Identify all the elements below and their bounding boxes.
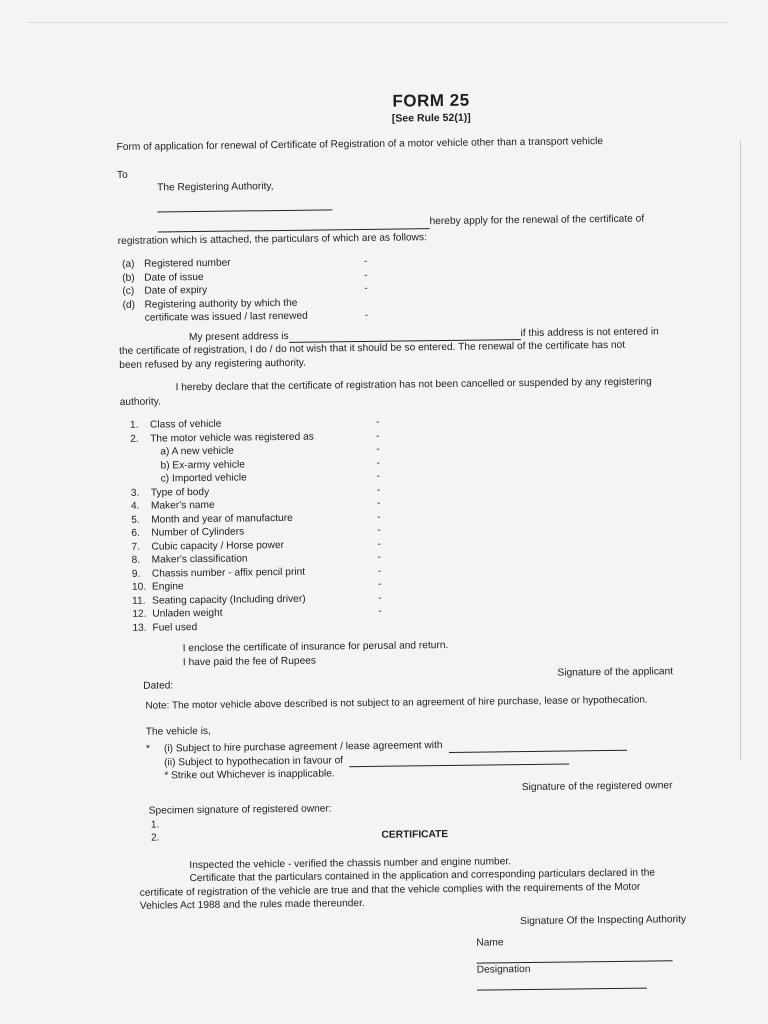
addressee-line: [157, 193, 687, 213]
name-line: [476, 949, 672, 963]
specimen-line-1: 1.: [150, 819, 160, 831]
vehicle-item-value: -: [377, 511, 381, 523]
vehicle-item-key: 8.: [131, 554, 141, 566]
particular-row-label: certificate was issued / last renewed: [144, 310, 308, 324]
form-heading: Form of application for renewal of Certificate of Registration of a motor vehicle other than a transport vehicle: [116, 136, 604, 153]
vehicle-item-label: Maker's name: [150, 499, 215, 512]
particular-row-value: -: [364, 309, 369, 321]
vehicle-item-value: -: [376, 497, 381, 509]
vehicle-item-label: Engine: [151, 581, 184, 593]
vehicle-item-label: Fuel used: [152, 621, 198, 634]
vehicle-item-key: 4.: [130, 500, 140, 512]
subject-item-key: *: [145, 743, 150, 755]
vehicle-item-key: 10.: [131, 581, 147, 593]
vehicle-item-value: -: [376, 457, 380, 469]
vehicle-item-label: Class of vehicle: [149, 418, 222, 431]
dated-label: Dated:: [143, 680, 174, 692]
particular-row-value: -: [364, 282, 368, 294]
enclosure-line-1: I enclose the certificate of insurance for perusal and return.: [182, 639, 449, 655]
vehicle-item-value: -: [378, 592, 382, 604]
designation-row: [477, 961, 697, 991]
particular-row-value: -: [364, 269, 368, 281]
vehicle-item-label: Type of body: [150, 486, 210, 499]
declaration-line-1: I hereby declare that the certificate of registration has not been cancelled or suspended by any registering: [175, 376, 652, 394]
certificate-line-4: Vehicles Act 1988 and the rules made thereunder.: [139, 898, 365, 912]
particular-row-key: (d): [122, 299, 136, 311]
applicant-name-line: [157, 217, 429, 232]
vehicle-item-key: 12.: [132, 608, 147, 620]
vehicle-is-label: The vehicle is,: [145, 725, 211, 738]
form-document: [116, 91, 697, 995]
specimen-label: Specimen signature of registered owner:: [148, 803, 332, 817]
particular-row-value: -: [363, 255, 368, 267]
subject-item-label: (ii) Subject to hypothecation in favour of: [164, 754, 344, 768]
vehicle-item-value: -: [377, 551, 382, 563]
particular-row-label: Date of expiry: [144, 284, 208, 297]
dated-row: [123, 665, 693, 692]
subject-item-label: * Strike out Whichever is inapplicable.: [164, 768, 335, 782]
hypothecation-note: Note: The motor vehicle above described is not subject to an agreement of hire purchase, lease or hypothecation.: [145, 694, 648, 712]
designation-label: Designation: [476, 964, 531, 976]
vehicle-item-label: Cubic capacity / Horse power: [151, 539, 285, 553]
vehicle-item-value: -: [377, 538, 381, 550]
particular-row-label: Registering authority by which the: [144, 297, 298, 311]
particular-row-key: (c): [122, 285, 135, 297]
particular-row-key: (b): [122, 272, 135, 284]
vehicle-item-label: Chassis number - affix pencil print: [151, 566, 306, 580]
vehicle-item-key: 3.: [130, 487, 140, 499]
applicant-signature: Signature of the applicant: [557, 666, 674, 679]
enclosure-line-2: I have paid the fee of Rupees: [182, 655, 317, 668]
specimen-lines: [151, 811, 695, 845]
certificate-line-3: certificate of registration of the vehicle are true and that the vehicle complies with the requirements of the Motor: [139, 881, 641, 899]
name-row: [476, 934, 696, 964]
addressee: The Registering Authority,: [157, 181, 274, 194]
certificate-title: CERTIFICATE: [381, 828, 449, 841]
vehicle-item-value: -: [376, 430, 380, 442]
vehicle-item-label: Seating capacity (Including driver): [152, 593, 306, 607]
to-label: To: [116, 169, 128, 181]
certificate-line-2: Certificate that the particulars contained in the application and corresponding particulars declared in the: [189, 867, 656, 885]
vehicle-item-value: -: [378, 605, 382, 617]
vehicle-item-key: 7.: [131, 541, 141, 553]
subject-items: [146, 736, 694, 783]
vehicle-item-value: -: [376, 470, 381, 482]
vehicle-item-label: Number of Cylinders: [151, 526, 245, 539]
certificate-line-1: Inspected the vehicle - verified the chassis number and engine number.: [189, 855, 512, 871]
owner-signature: Signature of the registered owner: [521, 779, 673, 793]
inspecting-authority-signature: Signature Of the Inspecting Authority: [520, 913, 687, 927]
address-line-3: been refused by any registering authority.: [119, 357, 307, 371]
vehicle-item-label: a) A new vehicle: [160, 445, 235, 458]
declaration-line-2: authority.: [119, 395, 161, 408]
scan-edge-right: [740, 140, 741, 760]
vehicle-item-value: -: [376, 443, 380, 455]
vehicle-item-label: Unladen weight: [152, 607, 223, 620]
form-title: FORM 25: [392, 90, 470, 111]
address-tail: if this address is not entered in: [520, 325, 659, 339]
vehicle-item-key: 6.: [131, 527, 140, 539]
vehicle-item-label: Maker's classification: [151, 553, 248, 566]
registration-particulars: [118, 251, 689, 325]
vehicle-item-key: 1.: [129, 419, 139, 431]
vehicle-item-key: 5.: [131, 514, 140, 526]
subject-item-label: (i) Subject to hire purchase agreement / lease agreement with: [163, 740, 443, 755]
apply-text-2: registration which is attached, the particulars of which are as follows:: [117, 231, 427, 247]
vehicle-item-value: -: [375, 416, 380, 428]
apply-text: hereby apply for the renewal of the certificate of: [429, 213, 645, 228]
vehicle-item-value: -: [377, 524, 381, 536]
address-line-2: the certificate of registration, I do / do not wish that it should be so entered. The renewal of the certificate has not: [119, 339, 626, 357]
vehicle-item-key: 13.: [132, 622, 147, 634]
name-label: Name: [476, 937, 504, 949]
vehicle-item-value: -: [377, 565, 382, 577]
form-rule: [See Rule 52(1)]: [391, 111, 471, 125]
vehicle-particulars: [120, 412, 693, 635]
particular-row-key: (a): [121, 258, 135, 270]
particular-row-label: Date of issue: [144, 271, 204, 284]
designation-line: [477, 977, 647, 991]
vehicle-item-label: Month and year of manufacture: [151, 512, 293, 526]
vehicle-item-label: c) Imported vehicle: [160, 472, 247, 485]
vehicle-item-key: 2.: [130, 433, 139, 445]
vehicle-item-label: b) Ex-army vehicle: [160, 458, 245, 471]
vehicle-item-value: -: [377, 578, 382, 590]
specimen-line-2: 2.: [150, 832, 160, 844]
vehicle-item-label: The motor vehicle was registered as: [150, 431, 314, 445]
vehicle-item-value: -: [376, 484, 381, 496]
vehicle-item-key: 9.: [131, 568, 141, 580]
address-lead: My present address is: [188, 330, 289, 343]
particular-row-label: Registered number: [143, 257, 231, 270]
vehicle-item-key: 11.: [132, 595, 146, 607]
scan-edge-top: [28, 22, 728, 23]
